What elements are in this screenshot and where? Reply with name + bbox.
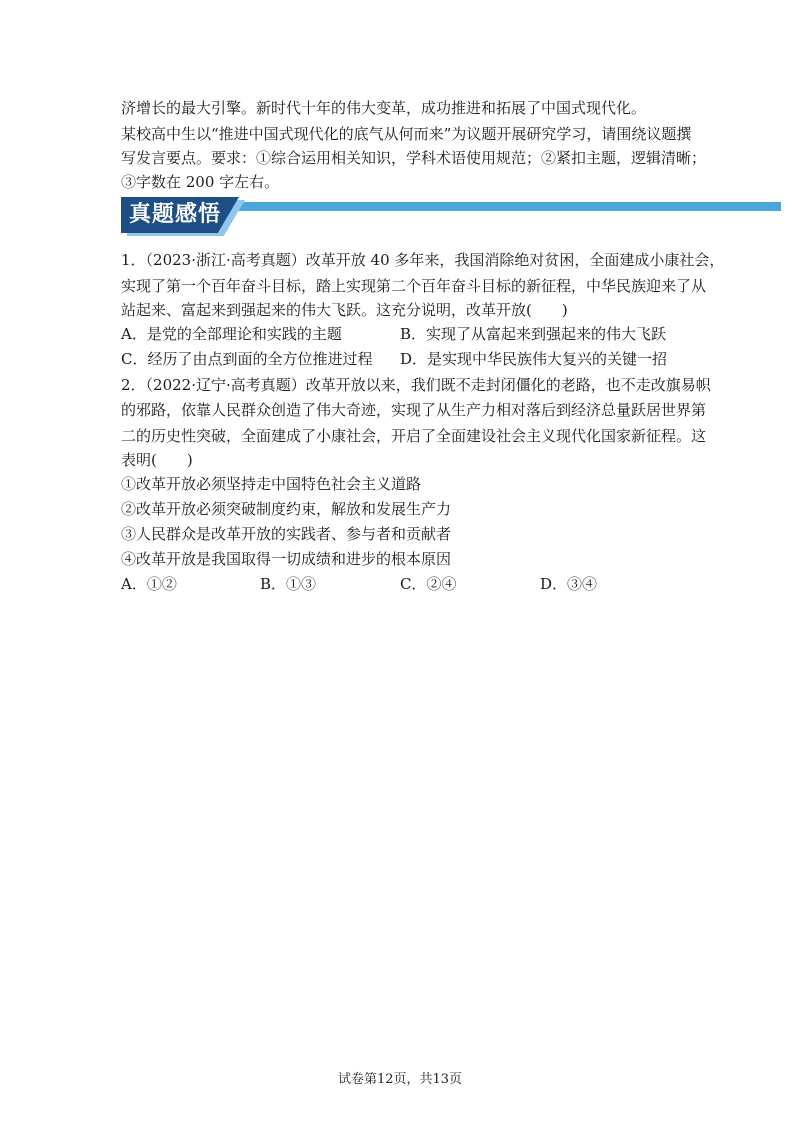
q2-statement-1: ①改革开放必须坚持走中国特色社会主义道路 [121,475,422,493]
intro-line-4: ③字数在 200 字左右。 [121,173,280,191]
q1-stem-line-2: 实现了第一个百年奋斗目标，踏上实现第二个百年奋斗目标的新征程，中华民族迎来了从 [121,277,707,295]
q2-statement-3: ③人民群众是改革开放的实践者、参与者和贡献者 [121,525,452,543]
q1-stem-line-3: 站起来、富起来到强起来的伟大飞跃。这充分说明，改革开放( ) [121,301,568,319]
q1-option-b: B．实现了从富起来到强起来的伟大飞跃 [400,325,667,343]
section-banner [121,197,781,237]
q2-option-d: D．③④ [540,575,598,593]
q2-statement-2: ②改革开放必须突破制度约束，解放和发展生产力 [121,500,452,518]
q1-option-d: D．是实现中华民族伟大复兴的关键一招 [400,350,668,368]
section-title: 真题感悟 [129,202,222,227]
intro-line-1: 济增长的最大引擎。新时代十年的伟大变革，成功推进和拓展了中国式现代化。 [121,99,647,117]
q1-stem-line-1: 1．（2023·浙江·高考真题）改革开放 40 多年来，我国消除绝对贫困，全面建成小康社会， [121,251,725,269]
q1-option-c: C．经历了由点到面的全方位推进过程 [121,350,373,368]
q2-option-c: C．②④ [400,575,457,593]
intro-line-3: 写发言要点。要求：①综合运用相关知识，学科术语使用规范；②紧扣主题，逻辑清晰； [121,149,707,167]
intro-line-2: 某校高中生以“推进中国式现代化的底气从何而来”为议题开展研究学习，请围绕议题撰 [121,125,692,143]
page-footer: 试卷第12页，共13页 [337,1072,463,1087]
q2-stem-line-1: 2．（2022·辽宁·高考真题）改革开放以来，我们既不走封闭僵化的老路，也不走改旗易帜 [121,376,711,394]
q2-option-a: A．①② [121,575,177,593]
q2-option-b: B．①③ [260,575,317,593]
q1-option-a: A．是党的全部理论和实践的主题 [121,325,342,343]
q2-stem-line-4: 表明( ) [121,451,193,469]
q2-stem-line-3: 二的历史性突破，全面建成了小康社会，开启了全面建设社会主义现代化国家新征程。这 [121,427,707,445]
banner-stripe [181,202,781,211]
q2-stem-line-2: 的邪路，依靠人民群众创造了伟大奇迹，实现了从生产力相对落后到经济总量跃居世界第 [121,401,707,419]
q2-statement-4: ④改革开放是我国取得一切成绩和进步的根本原因 [121,550,452,568]
